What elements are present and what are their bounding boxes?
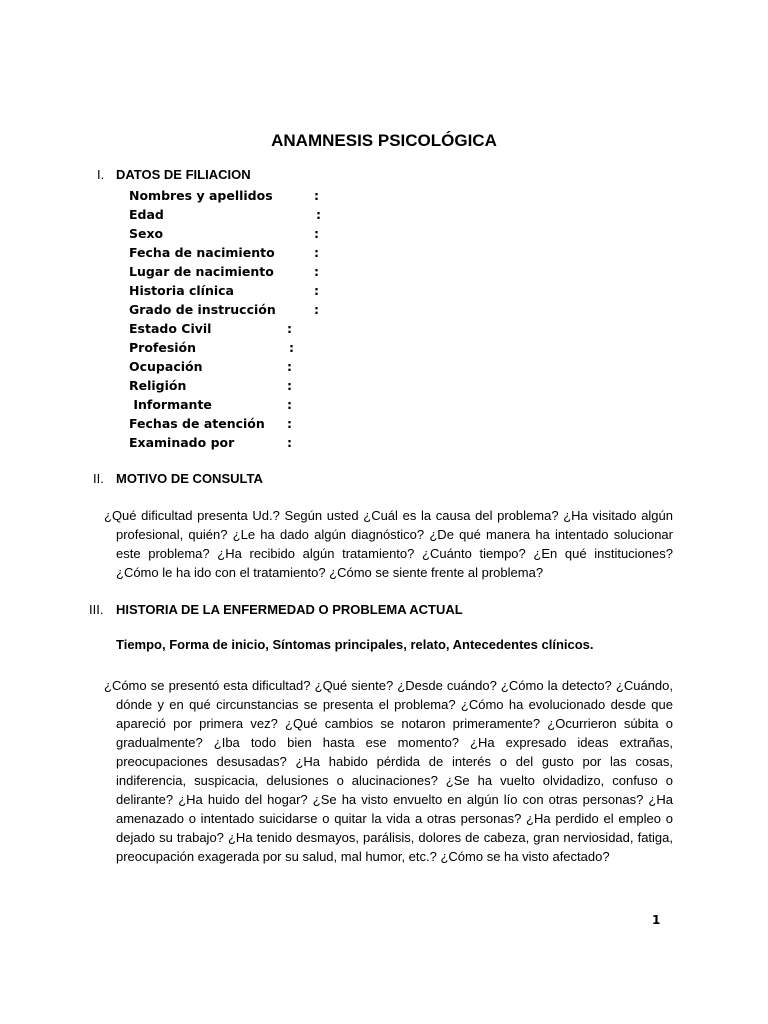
field-estado-civil-label: Estado Civil xyxy=(129,321,212,336)
field-examinado-por-label: Examinado por xyxy=(129,435,235,450)
page-number: 1 xyxy=(652,913,661,927)
page-title: ANAMNESIS PSICOLÓGICA xyxy=(271,131,497,150)
field-estado-civil-colon: : xyxy=(287,321,292,336)
field-fecha-nacimiento-label: Fecha de nacimiento xyxy=(129,245,275,260)
section-1-title: DATOS DE FILIACION xyxy=(116,167,251,182)
section-3-title: HISTORIA DE LA ENFERMEDAD O PROBLEMA ACTUAL xyxy=(116,602,463,617)
motivo-paragraph: ¿Qué dificultad presenta Ud.? Según usted ¿Cuál es la causa del problema? ¿Ha visitado algún profesional, quién? ¿Le ha dado algún diagnóstico? ¿De qué manera ha intentado solucionar este problema? ¿Ha recibido algún tratamiento? ¿Cuánto tiempo? ¿En qué instituciones? ¿Cómo le ha ido con el tratamiento? ¿Cómo se siente frente al problema? xyxy=(104,508,673,580)
field-profesion-label: Profesión xyxy=(129,340,197,355)
field-religion-label: Religión xyxy=(129,378,187,393)
historia-subheading: Tiempo, Forma de inicio, Síntomas principales, relato, Antecedentes clínicos. xyxy=(116,637,594,652)
field-religion-colon: : xyxy=(287,378,292,393)
field-lugar-nacimiento-label: Lugar de nacimiento xyxy=(129,264,274,279)
section-2-number: II. xyxy=(93,471,104,486)
historia-paragraph: ¿Cómo se presentó esta dificultad? ¿Qué siente? ¿Desde cuándo? ¿Cómo la detecto? ¿Cuándo, dónde y en qué circunstancias se presenta el problema? ¿Cómo ha evolucionado desde que apareció por primera vez? ¿Qué cambios se notaron primeramente? ¿Ocurrieron súbita o gradualmente? ¿Iba todo bien hasta ese momento? ¿Ha expresado ideas extrañas, preocupaciones desusadas? ¿Ha habido pérdida de interés o del gusto por las cosas, indiferencia, suspicacia, delusiones o alucinaciones? ¿Se ha vuelto olvidadizo, confuso o delirante? ¿Ha huido del hogar? ¿Se ha visto envuelto en algún lío con otras personas? ¿Ha amenazado o intentado suicidarse o quitar la vida a otras personas? ¿Ha perdido el empleo o dejado su trabajo? ¿Ha tenido desmayos, parálisis, dolores de cabeza, gran nerviosidad, fatiga, preocupación exagerada por su salud, mal humor, etc.? ¿Cómo se ha visto afectado? xyxy=(104,678,673,864)
field-informante-label: Informante xyxy=(129,397,212,412)
field-grado-instruccion-colon: : xyxy=(314,302,319,317)
field-ocupacion-label: Ocupación xyxy=(129,359,203,374)
section-1-number: I. xyxy=(97,167,105,182)
field-fecha-nacimiento-colon: : xyxy=(314,245,319,260)
field-sexo-colon: : xyxy=(314,226,319,241)
field-examinado-por-colon: : xyxy=(287,435,292,450)
field-historia-clinica-colon: : xyxy=(314,283,319,298)
field-profesion-colon: : xyxy=(289,340,294,355)
section-2-title: MOTIVO DE CONSULTA xyxy=(116,471,263,486)
field-nombres-colon: : xyxy=(314,188,319,203)
field-edad-colon: : xyxy=(316,207,321,222)
field-edad-label: Edad xyxy=(129,207,164,222)
field-grado-instruccion-label: Grado de instrucción xyxy=(129,302,276,317)
field-fechas-atencion-label: Fechas de atención xyxy=(129,416,265,431)
field-informante-colon: : xyxy=(287,397,292,412)
field-nombres-label: Nombres y apellidos xyxy=(129,188,273,203)
field-historia-clinica-label: Historia clínica xyxy=(129,283,234,298)
field-fechas-atencion-colon: : xyxy=(287,416,292,431)
field-ocupacion-colon: : xyxy=(287,359,292,374)
field-sexo-label: Sexo xyxy=(129,226,164,241)
section-3-number: III. xyxy=(89,602,104,617)
field-lugar-nacimiento-colon: : xyxy=(314,264,319,279)
